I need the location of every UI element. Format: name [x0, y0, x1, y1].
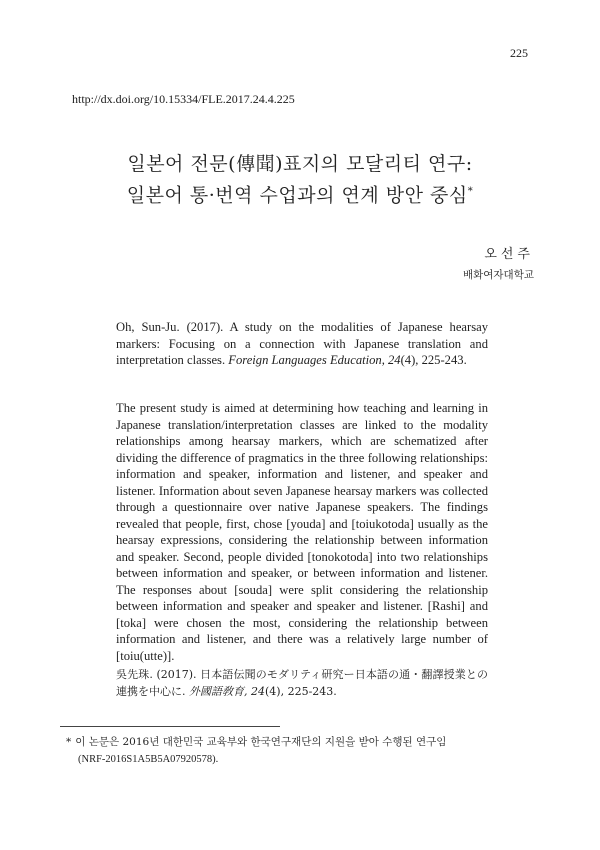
- citation-journal: Foreign Languages Education, 24: [228, 353, 401, 367]
- footnote: [66, 734, 518, 768]
- footnote-mark: *: [66, 736, 72, 748]
- title-footnote-mark: *: [467, 186, 474, 197]
- doi-link[interactable]: http://dx.doi.org/10.15334/FLE.2017.24.4.225: [72, 92, 295, 106]
- footnote-grant-number: (NRF-2016S1A5B5A07920578).: [78, 754, 219, 765]
- footnote-divider: [60, 726, 280, 727]
- english-citation: [116, 319, 488, 369]
- author-affiliation: 배화여자대학교: [462, 269, 534, 281]
- page-number: 225: [510, 46, 528, 60]
- paper-title: [60, 150, 540, 209]
- jp-citation-suffix: (4), 225-243.: [265, 685, 337, 698]
- author-block: [463, 244, 534, 284]
- jp-citation-journal: 外國語敎育, 24: [189, 685, 265, 698]
- author-name: 오선주: [484, 247, 534, 262]
- citation-prefix: Oh, Sun-Ju. (2017). A study on the modalities of Japanese hearsay markers: Focusing on a connection with Japanese translation and interpretation classes.: [116, 320, 488, 367]
- abstract: The present study is aimed at determining how teaching and learning in Japanese translation/interpretation classes are linked to the modality relationships among hearsay markers, which are schematized after dividing the difference of pragmatics in the three following relationships: information and speaker, information and listener, and speaker and listener. Information about seven Japanese hearsay markers was collected through a questionnaire over native Japanese speakers. The findings revealed that people, first, chose [youda] and [toiukotoda] usually as the hearsay expressions, considering the relationship between information and speaker. Second, people divided [tonokotoda] into two relationships between information and speaker, or between information and listener. The responses about [souda] were split considering the relationship between information and speaker and speaker and listener. [Rashi] and [toka] were chosen the most, considering the relationship between information and listener, and there was a relatively large number of [toiu(utte)].: [116, 401, 488, 663]
- title-line-1: 일본어 전문(傳聞)표지의 모달리티 연구:: [127, 153, 473, 175]
- japanese-citation: [116, 666, 488, 700]
- citation-suffix: (4), 225-243.: [400, 353, 467, 367]
- title-line-2: [60, 178, 540, 209]
- jp-citation-prefix: 吳先珠. (2017). 日本語伝聞のモダリティ研究ー日本語の通・翻譯授業との連携を中心に.: [116, 668, 488, 698]
- footnote-text: 이 논문은 2016년 대한민국 교육부와 한국연구재단의 지원을 받아 수행된 연구임: [75, 736, 447, 748]
- title-line-2-text: 일본어 통·번역 수업과의 연계 방안 중심: [126, 184, 468, 207]
